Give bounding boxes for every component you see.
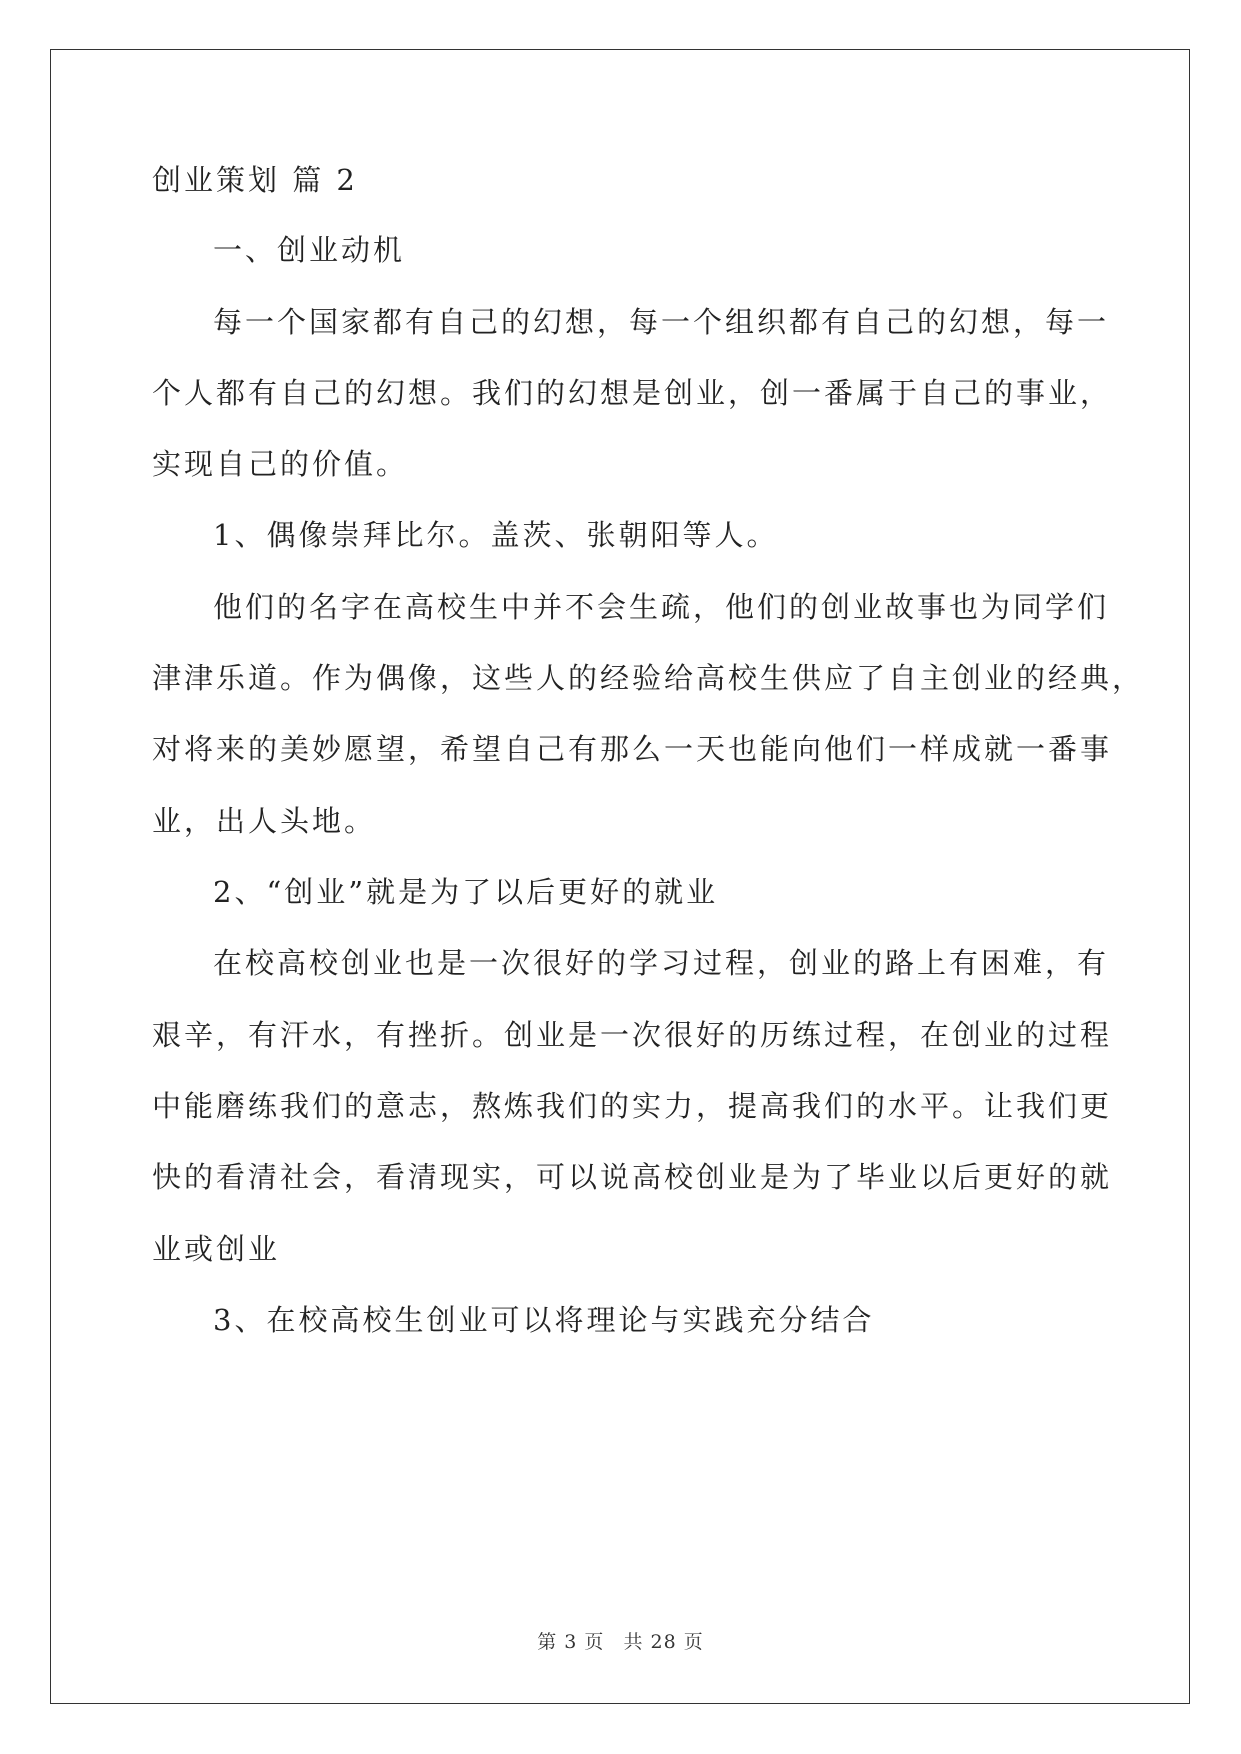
paragraph-line: 快的看清社会，看清现实，可以说高校创业是为了毕业以后更好的就 <box>152 1160 1113 1194</box>
paragraph-line: 业或创业 <box>152 1232 281 1266</box>
page-footer <box>0 1627 1241 1654</box>
page-number: 第 3 页 <box>537 1631 605 1653</box>
document-title: 创业策划 篇 2 <box>152 163 358 197</box>
paragraph-line: 中能磨练我们的意志，熬炼我们的实力，提高我们的水平。让我们更 <box>152 1089 1113 1123</box>
paragraph-line: 艰辛，有汗水，有挫折。创业是一次很好的历练过程，在创业的过程 <box>152 1018 1113 1052</box>
paragraph-line: 对将来的美妙愿望，希望自己有那么一天也能向他们一样成就一番事 <box>152 732 1113 766</box>
paragraph-line: 业，出人头地。 <box>152 804 377 838</box>
page-total: 共 28 页 <box>623 1631 704 1653</box>
paragraph-line: 他们的名字在高校生中并不会生疏，他们的创业故事也为同学们 <box>213 590 1110 624</box>
section-heading: 一、创业动机 <box>213 233 406 267</box>
paragraph-line: 在校高校创业也是一次很好的学习过程，创业的路上有困难，有 <box>213 946 1110 980</box>
paragraph-line: 个人都有自己的幻想。我们的幻想是创业，创一番属于自己的事业， <box>152 376 1113 410</box>
paragraph-line: 津津乐道。作为偶像，这些人的经验给高校生供应了自主创业的经典， <box>152 661 1145 695</box>
paragraph-line: 每一个国家都有自己的幻想，每一个组织都有自己的幻想，每一 <box>213 305 1110 339</box>
list-item-heading: 3、在校高校生创业可以将理论与实践充分结合 <box>213 1303 875 1337</box>
list-item-heading: 2、“创业”就是为了以后更好的就业 <box>213 875 719 909</box>
list-item-heading: 1、偶像崇拜比尔。盖茨、张朝阳等人。 <box>213 518 779 552</box>
paragraph-line: 实现自己的价值。 <box>152 447 409 481</box>
